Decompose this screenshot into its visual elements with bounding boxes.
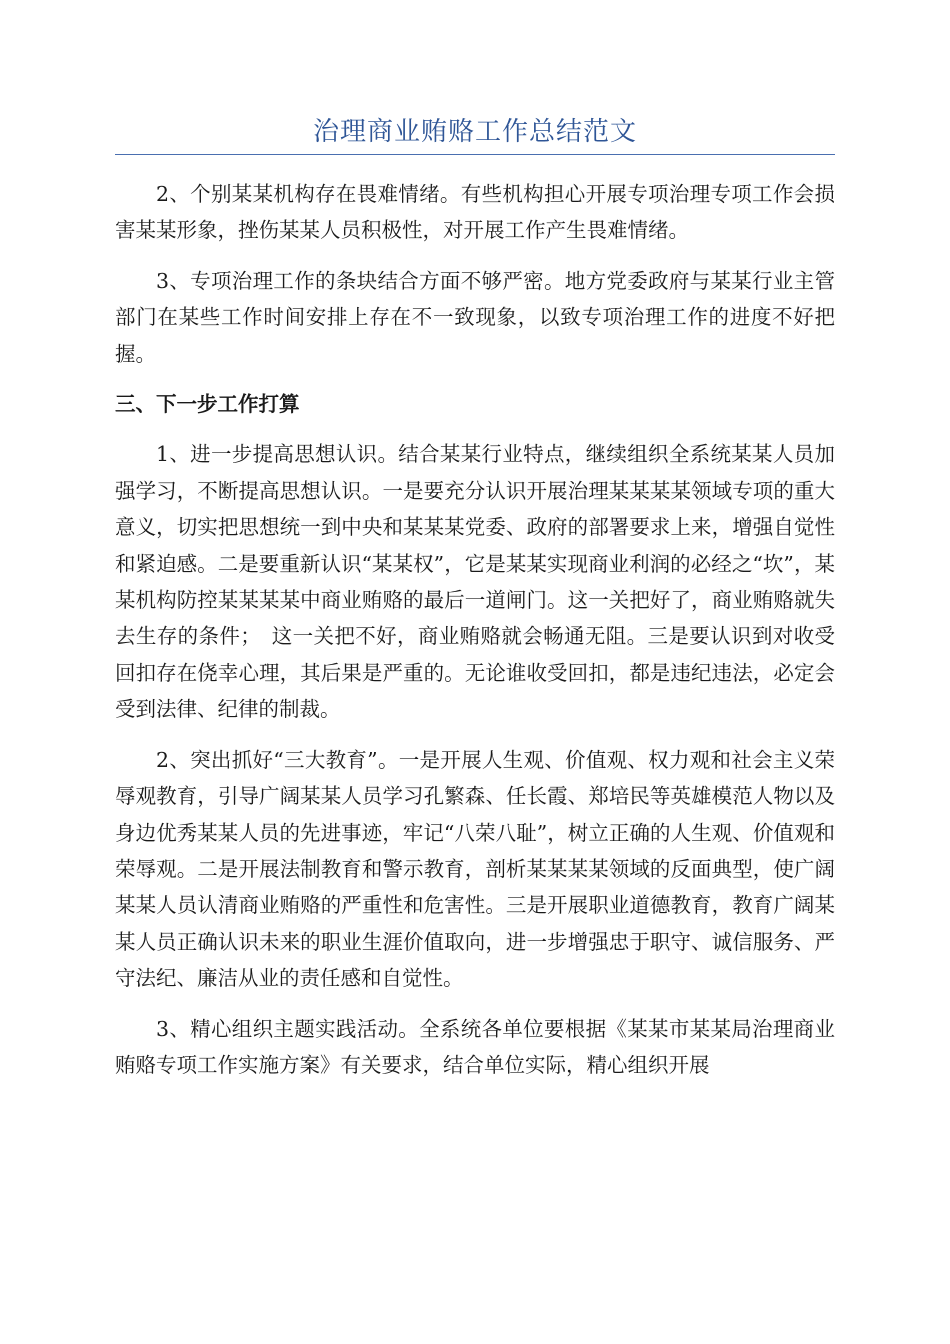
document-body: [115, 176, 835, 1097]
paragraph-raise-awareness: 1、进一步提高思想认识。结合某某行业特点，继续组织全系统某某人员加强学习，不断提高思想认识。一是要充分认识开展治理某某某某领域专项的重大意义，切实把思想统一到中央和某某某党委、政府的部署要求上来，增强自觉性和紧迫感。二是要重新认识“某某权”，它是某某实现商业利润的必经之“坎”，某某机构防控某某某某中商业贿赂的最后一道闸门。这一关把好了，商业贿赂就失去生存的条件； 这一关把不好，商业贿赂就会畅通无阻。三是要认识到对收受回扣存在侥幸心理，其后果是严重的。无论谁收受回扣，都是违纪违法，必定会受到法律、纪律的制裁。: [115, 442, 835, 722]
section-heading: 三、下一步工作打算: [115, 392, 300, 417]
document-title: 治理商业贿赂工作总结范文: [312, 117, 637, 147]
paragraph-difficulty-sentiment: 2、个别某某机构存在畏难情绪。有些机构担心开展专项治理专项工作会损害某某形象，挫伤某某人员积极性，对开展工作产生畏难情绪。: [115, 182, 835, 243]
paragraph-practice-activities: 3、精心组织主题实践活动。全系统各单位要根据《某某市某某局治理商业贿赂专项工作实施方案》有关要求，结合单位实际，精心组织开展: [115, 1016, 835, 1077]
paragraph-coordination-issue: 3、专项治理工作的条块结合方面不够严密。地方党委政府与某某行业主管部门在某些工作时间安排上存在不一致现象，以致专项治理工作的进度不好把握。: [115, 268, 835, 366]
paragraph-three-educations: 2、突出抓好“三大教育”。一是开展人生观、价值观、权力观和社会主义荣辱观教育，引导广阔某某人员学习孔繁森、任长霞、郑培民等英雄模范人物以及身边优秀某某人员的先进事迹，牢记“八荣八耻”，树立正确的人生观、价值观和荣辱观。二是开展法制教育和警示教育，剖析某某某某领域的反面典型，使广阔某某人员认清商业贿赂的严重性和危害性。三是开展职业道德教育，教育广阔某某人员正确认识未来的职业生涯价值取向，进一步增强忠于职守、诚信服务、严守法纪、廉洁从业的责任感和自觉性。: [115, 747, 835, 991]
title-underline: [115, 154, 835, 155]
